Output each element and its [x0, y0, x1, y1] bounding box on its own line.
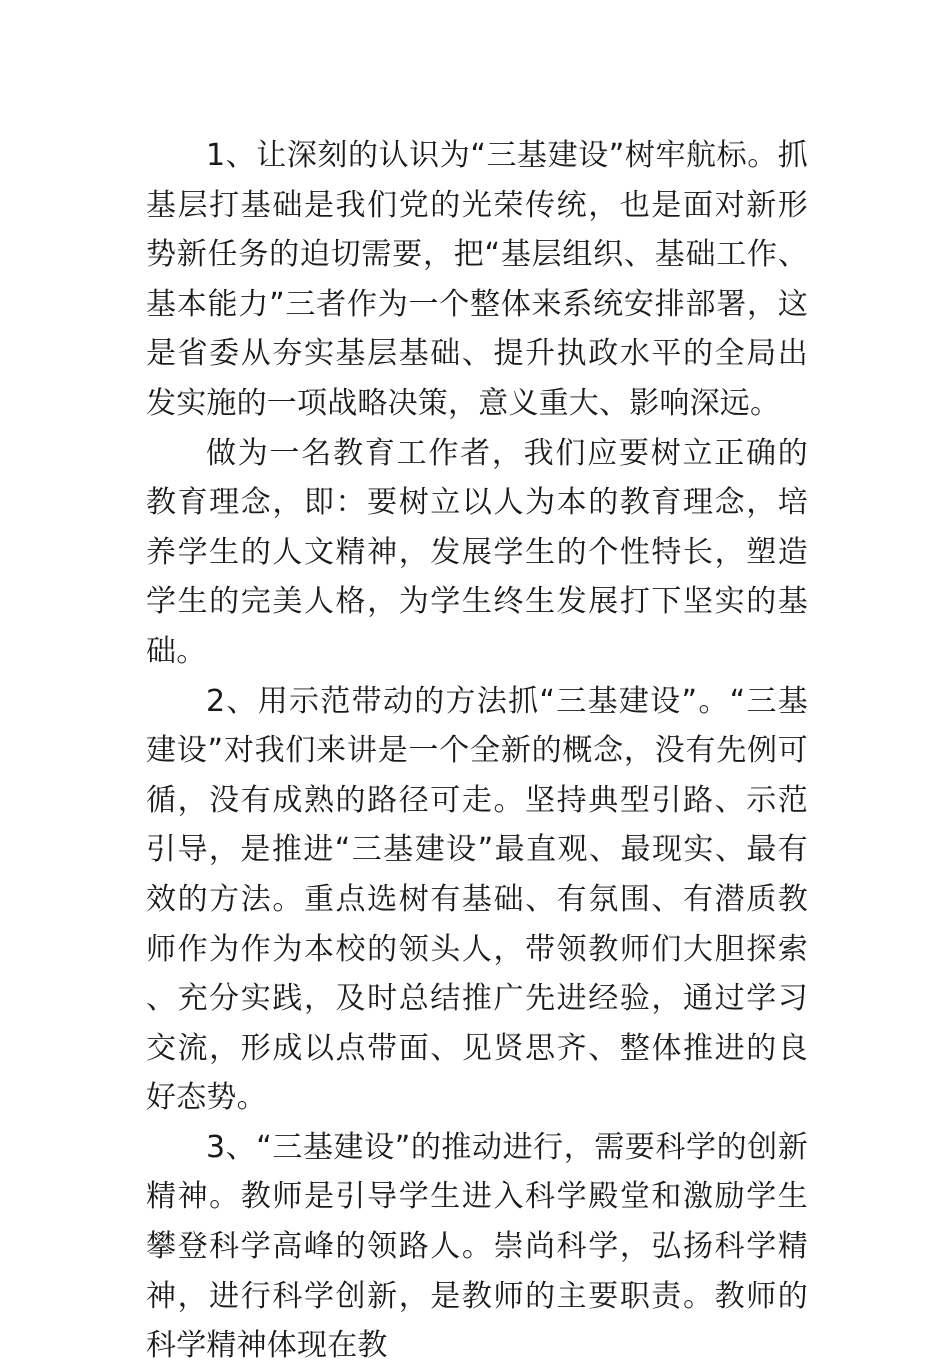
- paragraph-1: 1、让深刻的认识为“三基建设”树牢航标。抓基层打基础是我们党的光荣传统，也是面对新形势新任务的迫切需要，把“基层组织、基础工作、基本能力”三者作为一个整体来系统安排部署，这是省委从夯实基层基础、提升执政水平的全局出发实施的一项战略决策，意义重大、影响深远。: [146, 138, 808, 421]
- paragraph-3: 2、用示范带动的方法抓“三基建设”。“三基建设”对我们来讲是一个全新的概念，没有先例可循，没有成熟的路径可走。坚持典型引路、示范引导，是推进“三基建设”最直观、最现实、最有效的方法。重点选树有基础、有氛围、有潜质教师作为作为本校的领头人，带领教师们大胆探索、充分实践，及时总结推广先进经验，通过学习交流，形成以点带面、见贤思齐、整体推进的良好态势。: [146, 683, 808, 1116]
- paragraph-4: 3、“三基建设”的推动进行，需要科学的创新精神。教师是引导学生进入科学殿堂和激励学生攀登科学高峰的领路人。崇尚科学，弘扬科学精神，进行科学创新，是教师的主要职责。教师的科学精神体现在教: [146, 1129, 808, 1364]
- paragraph-2: 做为一名教育工作者，我们应要树立正确的教育理念，即：要树立以人为本的教育理念，培养学生的人文精神，发展学生的个性特长，塑造学生的完美人格，为学生终生发展打下坚实的基础。: [146, 435, 808, 669]
- document-body: [146, 131, 808, 1371]
